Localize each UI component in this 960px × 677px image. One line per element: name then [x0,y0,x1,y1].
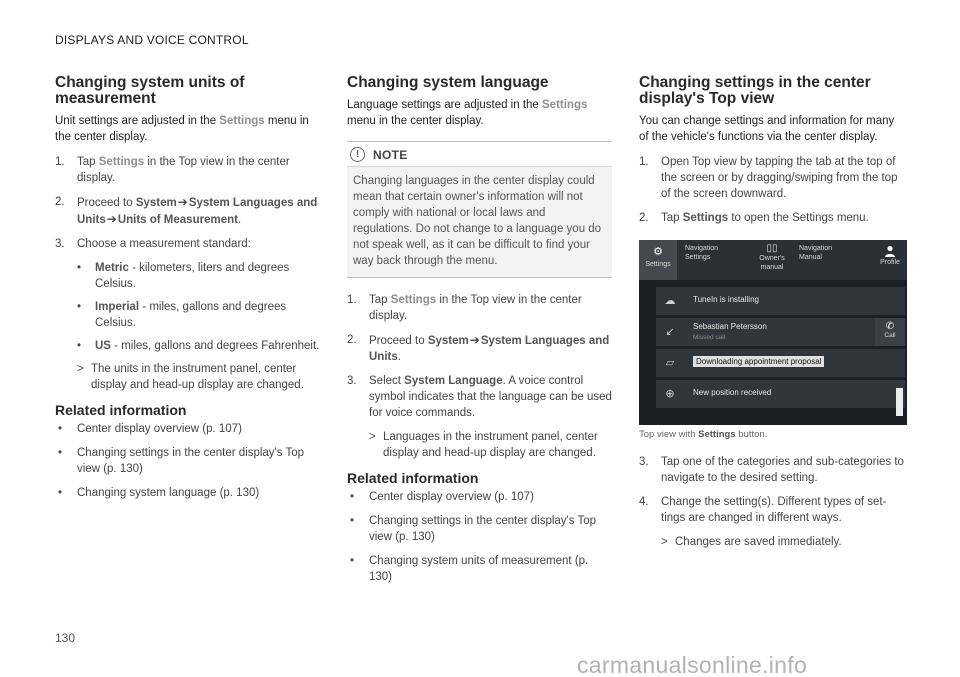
result-language: > Languages in the instrument panel, center display and head-up display are changed. [369,431,598,459]
step-1: 1. Tap Settings in the Top view in the center display. [347,294,582,322]
book-icon: ▯▯ [766,243,778,254]
note-header [347,142,612,167]
arrow-icon: ➔ [106,212,117,226]
step-2: 2. Proceed to System➔System Languages and Units➔Units of Measurement. [55,195,318,226]
section-title-language: Changing system language [347,74,549,91]
related-title: Related information [55,402,187,418]
step-2: 2. Tap Settings to open the Settings menu. [639,212,869,224]
phone-icon: ✆ [885,321,895,332]
step-3: 3. Tap one of the categories and sub-categories to navigate to the desired setting. [639,456,904,484]
top-view-tab-bar [639,240,907,280]
intro-top-view: You can change settings and information for many of the vehicle's functions via the center display. [639,115,895,143]
option-us: • US - miles, gallons and degrees Fahrenheit. [55,338,320,354]
notification-tunein[interactable]: ☁ TuneIn is installing [656,287,905,315]
intro-language: Language settings are adjusted in the Settings menu in the center display. [347,99,588,127]
note-box [347,141,612,278]
settings-highlight: Settings [390,294,437,306]
top-view-screenshot [639,240,907,425]
note-text: Changing languages in the center display could mean that certain owner's information will not comply with national or local laws and regulations. Do not change to a language you do not speak well, as it can be difficult to find your way back through the menu. [347,167,612,277]
related-title: Related information [347,470,479,486]
result-units: > The units in the instrument panel, center display and head-up display are changed. [77,363,304,391]
tab-profile[interactable]: Profile [873,240,907,280]
figure-caption: Top view with Settings button. [639,429,768,440]
related-link[interactable]: • Changing settings in the center display's Top view (p. 130) [55,445,320,477]
missed-call-icon: ↙ [665,326,675,338]
tab-settings[interactable]: ⚙ Settings [639,240,677,280]
arrow-icon: ➔ [177,195,188,209]
step-3: 3. Select System Language. A voice control symbol indicates that the language can be used for voice commands. [347,375,612,419]
settings-highlight: Settings [219,115,265,127]
step-1: 1. Open Top view by tapping the tab at the top of the screen or by dragging/swiping from the top of the screen downward. [639,156,898,200]
page-header: DISPLAYS AND VOICE CONTROL [55,33,249,47]
notification-download[interactable]: ▱ Downloading appointment proposal [656,349,905,377]
related-link[interactable]: • Changing system language (p. 130) [55,485,320,501]
scrollbar [896,388,903,416]
warning-icon: ! [350,147,365,162]
section-top-view [639,75,904,558]
intro-units: Unit settings are adjusted in the Settings menu in the center display. [55,115,309,143]
step-1: 1. Tap Settings in the Top view in the center display. [55,156,290,184]
section-title-top-view: Changing settings in the center display's Top view [639,74,871,107]
tab-navigation-settings[interactable]: Navigation Settings [685,245,719,261]
tab-navigation-manual[interactable]: Navigation Manual [799,245,833,261]
watermark: carmanualsonline.info [577,652,808,677]
step-2: 2. Proceed to System➔System Languages and Units. [347,333,610,363]
notification-position[interactable]: ⊕ New position received [656,380,905,408]
section-language [347,75,612,593]
notification-missed-call[interactable]: ↙ Sebastian Petersson Missed call ✆ Call [656,318,905,346]
gear-icon: ⚙ [653,246,663,258]
arrow-icon: ➔ [469,333,480,347]
step-4: 4. Change the setting(s). Different types of settings are changed in different ways. [639,496,887,524]
section-units [55,75,320,509]
page-number: 130 [55,631,76,645]
settings-highlight: Settings [542,99,588,111]
related-link[interactable]: • Changing system units of measurement (p. 130) [347,553,612,585]
person-icon [884,245,896,257]
related-link[interactable]: • Center display overview (p. 107) [347,489,612,505]
cloud-icon: ☁ [664,295,676,307]
target-icon: ⊕ [665,388,675,400]
note-title: NOTE [373,147,408,162]
option-imperial: • Imperial - miles, gallons and degrees Celsius. [55,299,320,331]
related-link[interactable]: • Changing settings in the center display's Top view (p. 130) [347,513,612,545]
option-metric: • Metric - kilometers, liters and degrees Celsius. [55,260,320,292]
section-title-units: Changing system units of measurement [55,74,245,107]
step-3: 3. Choose a measurement standard: [55,238,251,250]
tab-owners-manual[interactable]: ▯▯ Owner's manual [757,243,787,283]
related-link[interactable]: • Center display overview (p. 107) [55,421,320,437]
result-top-view: > Changes are saved immediately. [661,536,842,548]
calendar-icon: ▱ [665,357,675,369]
call-button[interactable]: ✆ Call [875,318,905,346]
settings-highlight: Settings [98,156,145,168]
